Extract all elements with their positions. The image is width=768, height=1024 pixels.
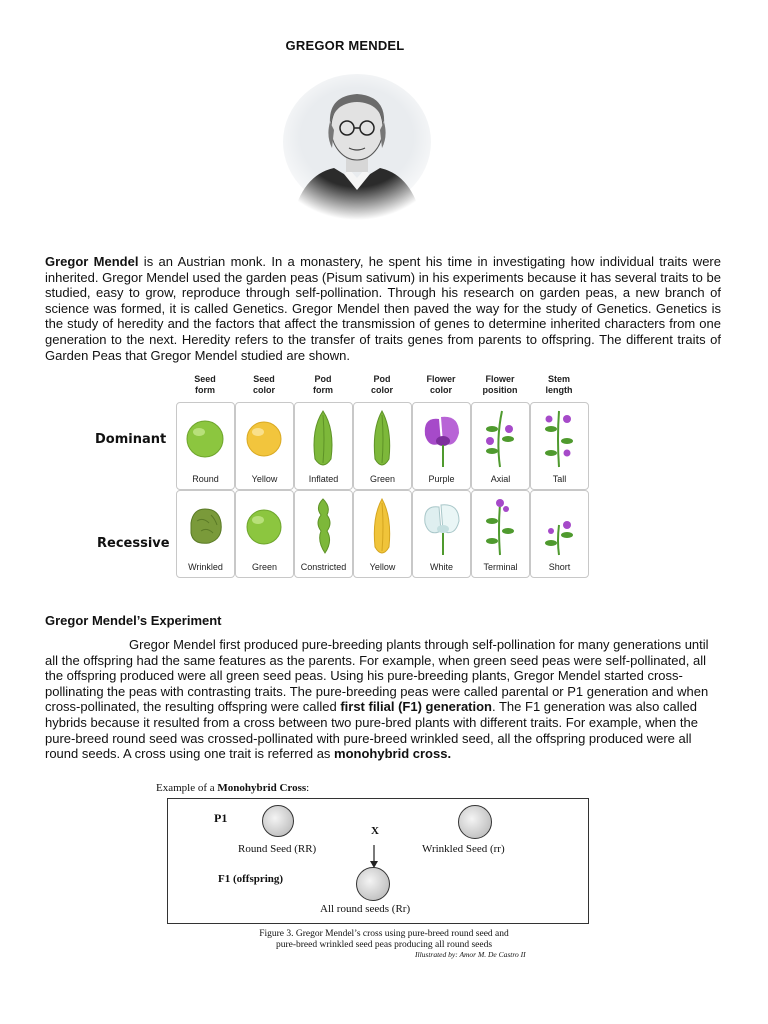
trait-cell-inflated bbox=[294, 402, 353, 490]
experiment-paragraph: Gregor Mendel first produced pure-breeding plants through self-pollination for many generations until all the offspring had the same features as the parents. For example, when green seed peas were self-pollinated, all the offspring produced were all green seed peas. Using his pure-breeding plants, Gregor Mendel started cross-pollinating the peas with contrasting traits. The pure-breeding peas were called parental or P1 generation and when cross-pollinated, the resulting offspring were called first filial (F1) generation. The F1 generation was also called hybrids because it resulted from a cross between two pure-bred plants with different traits. For example, when the pure-breed round seed was crossed-pollinated with pure-breed wrinkled seed, all the offspring produced were all round seeds. A cross using one trait is referred as monohybrid cross. bbox=[45, 637, 709, 762]
trait-label: Constricted bbox=[300, 562, 347, 572]
wrinkled-seed-icon bbox=[458, 805, 492, 839]
col-header-pod-color: Pod color bbox=[370, 374, 393, 395]
trait-label: Tall bbox=[552, 474, 567, 484]
trait-cell-green-seed bbox=[235, 490, 294, 578]
col-header-flower-position: Flower position bbox=[482, 374, 518, 395]
p1-label: P1 bbox=[214, 811, 228, 825]
trait-cell-white-flower bbox=[412, 490, 471, 578]
trait-label: Yellow bbox=[251, 474, 278, 484]
trait-cell-purple-flower bbox=[412, 402, 471, 490]
pea-traits-table bbox=[85, 370, 605, 585]
trait-cell-tall bbox=[530, 402, 589, 490]
row-label-recessive: Recessive bbox=[97, 536, 170, 551]
trait-label: Green bbox=[369, 474, 395, 484]
figure-caption: Figure 3. Gregor Mendel’s cross using pure-breed round seed and pure-breed wrinkled seed peas producing all round seeds bbox=[259, 929, 509, 950]
page-title: GREGOR MENDEL bbox=[285, 38, 405, 53]
trait-label: Round bbox=[192, 474, 219, 484]
offspring-seed-icon bbox=[356, 867, 390, 901]
trait-label: Green bbox=[251, 562, 277, 572]
trait-label: White bbox=[429, 562, 453, 572]
col-header-pod-form: Pod form bbox=[313, 374, 333, 395]
figure-credit: Illustrated by: Amor M. De Castro II bbox=[415, 950, 526, 959]
offspring-label: All round seeds (Rr) bbox=[320, 903, 411, 915]
trait-cell-round bbox=[176, 402, 235, 490]
trait-label: Inflated bbox=[308, 474, 339, 484]
trait-label: Terminal bbox=[483, 562, 518, 572]
experiment-heading: Gregor Mendel’s Experiment bbox=[45, 613, 222, 628]
trait-cell-wrinkled bbox=[176, 490, 235, 578]
trait-label: Yellow bbox=[369, 562, 396, 572]
round-seed-icon bbox=[262, 805, 294, 837]
row-label-dominant: Dominant bbox=[95, 432, 167, 447]
trait-label: Short bbox=[548, 562, 571, 572]
trait-cell-terminal bbox=[471, 490, 530, 578]
trait-cell-yellow-pod bbox=[353, 490, 412, 578]
col-header-seed-color: Seed color bbox=[252, 374, 275, 395]
col-header-stem-length: Stem length bbox=[545, 374, 573, 395]
monohybrid-cross-figure bbox=[167, 798, 589, 924]
trait-cell-short bbox=[530, 490, 589, 578]
wrinkled-seed-label: Wrinkled Seed (rr) bbox=[422, 843, 505, 855]
mendel-portrait bbox=[272, 70, 442, 220]
trait-cell-constricted bbox=[294, 490, 353, 578]
intro-lead: Gregor Mendel bbox=[45, 254, 139, 269]
round-seed-label: Round Seed (RR) bbox=[238, 843, 317, 855]
trait-cell-yellow bbox=[235, 402, 294, 490]
figure-title: Example of a Monohybrid Cross: bbox=[156, 782, 310, 794]
trait-cell-axial bbox=[471, 402, 530, 490]
trait-label: Purple bbox=[428, 474, 455, 484]
col-header-flower-color: Flower color bbox=[426, 374, 456, 395]
arrow-down-icon bbox=[367, 845, 381, 869]
intro-text: is an Austrian monk. In a monastery, he spent his time in investigating how individual traits were inherited. Gregor Mendel used the garden peas (Pisum sativum) in his experiments because it has several traits to be studied, easy to grow, reproduce through self-pollination. Through his research on garden peas, a new branch of science was formed, it is called Genetics. Gregor Mendel then paved the way for the study of Genetics. Genetics is the study of heredity and the factors that affect the transmission of genes to determine inherited characters from one generation to the next. Heredity refers to the transfer of traits genes from parents to offspring. The different traits of Garden Peas that Gregor Mendel studied are shown. bbox=[45, 254, 721, 363]
intro-paragraph bbox=[45, 254, 721, 363]
col-header-seed-form: Seed form bbox=[194, 374, 216, 395]
f1-label: F1 (offspring) bbox=[218, 873, 284, 885]
trait-cell-green-pod bbox=[353, 402, 412, 490]
trait-label: Axial bbox=[490, 474, 511, 484]
cross-symbol: X bbox=[371, 825, 379, 837]
trait-label: Wrinkled bbox=[188, 562, 223, 572]
